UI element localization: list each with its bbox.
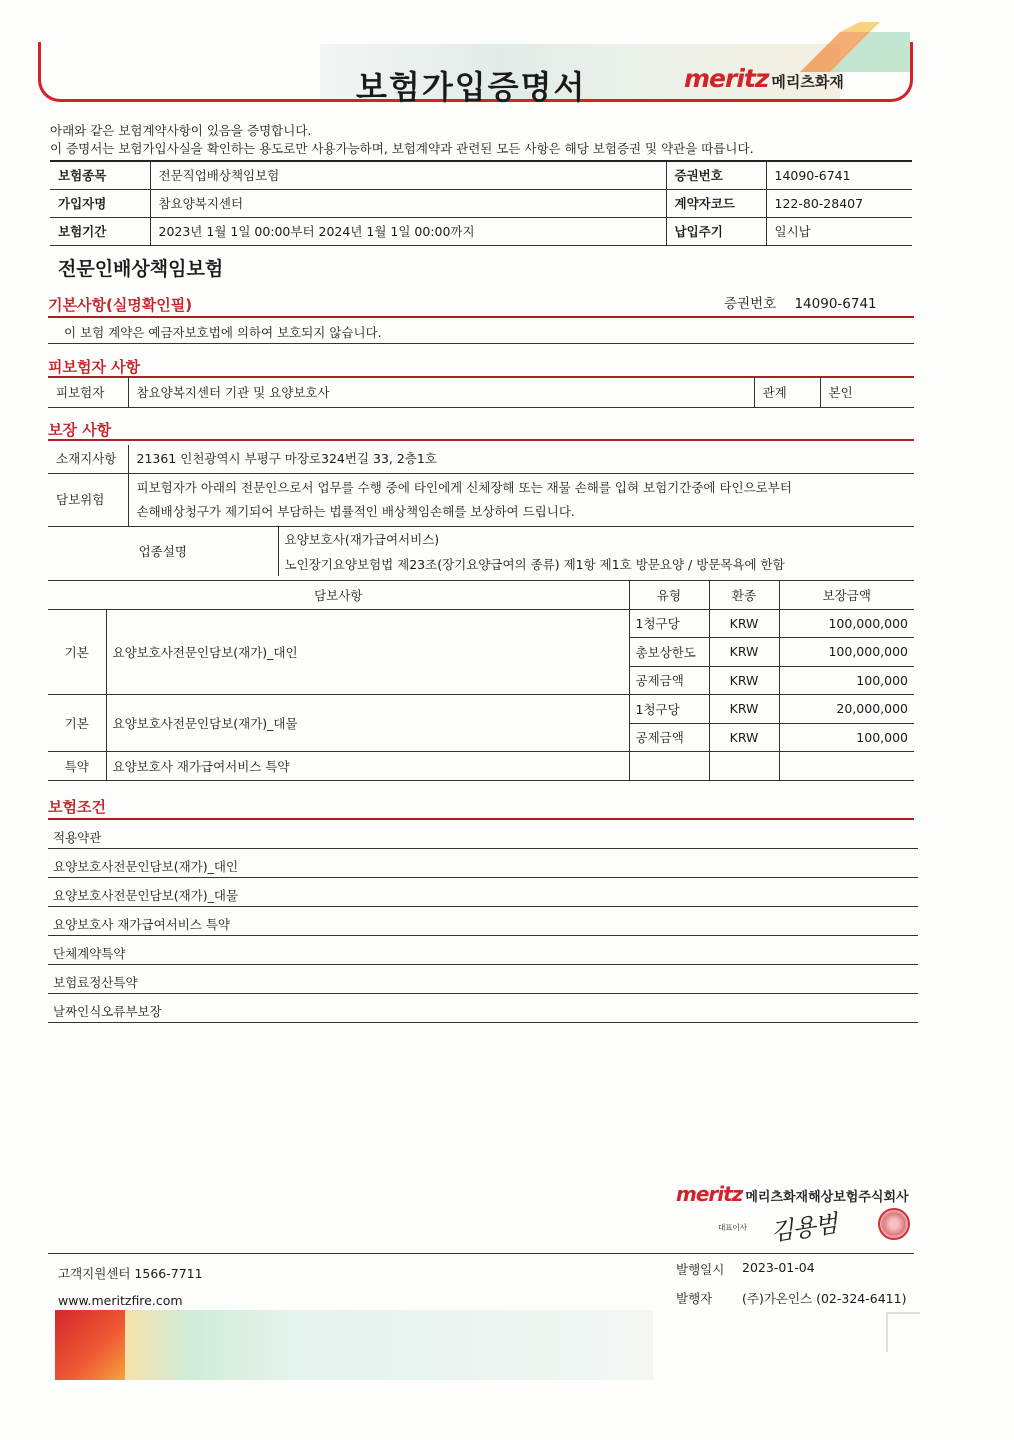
insured-table: [48, 377, 914, 408]
col-header-currency: 환종: [709, 581, 779, 610]
issue-date-value: 2023-01-04: [742, 1260, 815, 1275]
risk-line-2: 손해배상청구가 제기되어 부담하는 법률적인 배상책임손해를 보상하여 드립니다.: [136, 504, 575, 519]
list-item: 날짜인식오류부보장: [48, 994, 918, 1023]
period-label: 보험기간: [50, 217, 150, 245]
row-currency: [709, 752, 779, 781]
policy-no-value: 14090-6741: [766, 161, 912, 189]
row-type: [629, 752, 709, 781]
conditions-list: [48, 820, 918, 1023]
policyholder-label: 가입자명: [50, 189, 150, 217]
location-label: 소재지사항: [48, 445, 128, 474]
conditions-section-title: 보험조건: [48, 798, 106, 816]
relation-label: 관계: [754, 377, 820, 407]
issue-date-label: 발행일시: [676, 1262, 725, 1277]
contractor-code-label: 계약자코드: [666, 189, 766, 217]
risk-description: [128, 474, 914, 527]
list-item: 요양보호사전문인담보(재가)_대물: [48, 878, 918, 907]
ceo-label: 대표이사: [718, 1223, 747, 1232]
document-title: 보험가입증명서: [356, 68, 587, 106]
insured-section-header: [48, 356, 914, 378]
basic-section-title: 기본사항(실명확인필): [48, 296, 193, 314]
basic-policy-no: [724, 292, 877, 312]
relation-value: 본인: [820, 377, 914, 407]
footer-logo-wordmark: meritz: [676, 1182, 743, 1206]
business-description-table: [48, 526, 914, 576]
intro-line-2: 이 증명서는 보험가입사실을 확인하는 용도로만 사용가능하며, 보험계약과 관련된 모든 사항은 해당 보험증권 및 약관을 따릅니다.: [50, 141, 754, 156]
logo-korean-name: 메리츠화재: [771, 73, 844, 91]
intro-line-1: 아래와 같은 보험계약사항이 있음을 증명합니다.: [50, 123, 312, 138]
row-type: 총보상한도: [629, 638, 709, 667]
payment-label: 납입주기: [666, 217, 766, 245]
contractor-code-value: 122-80-28407: [766, 189, 912, 217]
table-row: [48, 609, 914, 638]
group-name: 요양보호사전문인담보(재가)_대물: [106, 695, 629, 752]
coverage-section-header: [48, 419, 914, 441]
table-row: [48, 695, 914, 724]
list-item: 보험료정산특약: [48, 965, 918, 994]
row-currency: KRW: [709, 609, 779, 638]
list-item: 단체계약특약: [48, 936, 918, 965]
col-header-type: 유형: [629, 581, 709, 610]
coverage-table: [48, 445, 914, 527]
policyholder-value: 참요양복지센터: [150, 189, 666, 217]
logo-wordmark: meritz: [684, 64, 769, 93]
conditions-section-header: [48, 796, 914, 820]
basic-policy-no-label: 증권번호: [724, 296, 777, 312]
coverage-details-table: [48, 580, 914, 781]
row-type: 공제금액: [629, 666, 709, 695]
insured-section-title: 피보험자 사항: [48, 358, 141, 376]
list-item: 요양보호사전문인담보(재가)_대인: [48, 849, 918, 878]
group-kind: 특약: [48, 752, 106, 781]
col-header-coverage: 담보사항: [48, 581, 629, 610]
business-line-2: 노인장기요양보험법 제23조(장기요양급여의 종류) 제1항 제1호 방문요양 / 방문목욕에 한함: [284, 556, 785, 572]
location-value: 21361 인천광역시 부평구 마장로324번길 33, 2층1호: [128, 445, 914, 474]
group-kind: 기본: [48, 695, 106, 752]
row-amount: 100,000: [779, 666, 914, 695]
deposit-protection-notice: 이 보험 계약은 예금자보호법에 의하여 보호되지 않습니다.: [48, 318, 914, 344]
row-type: 공제금액: [629, 723, 709, 752]
row-amount: [779, 752, 914, 781]
ceo-signature: 김용범: [768, 1209, 839, 1247]
footer-watermark-band: [55, 1310, 653, 1380]
period-value: 2023년 1월 1일 00:00부터 2024년 1월 1일 00:00까지: [150, 217, 666, 245]
call-center: 고객지원센터 1566-7711: [58, 1266, 203, 1281]
basic-policy-no-value: 14090-6741: [794, 296, 877, 312]
row-currency: KRW: [709, 723, 779, 752]
row-currency: KRW: [709, 695, 779, 724]
footer-company-name: 메리츠화재해상보험주식회사: [745, 1190, 909, 1205]
group-name: 요양보호사전문인담보(재가)_대인: [106, 609, 629, 695]
business-line-1: 요양보호사(재가급여서비스): [284, 531, 440, 547]
footer-company-logo: [676, 1182, 909, 1206]
insured-value: 참요양복지센터 기관 및 요양보호사: [128, 377, 754, 407]
issuer-value: (주)가온인스 (02-324-6411): [742, 1291, 907, 1306]
product-label: 보험종목: [50, 161, 150, 189]
insurance-product-title: 전문인배상책임보험: [58, 258, 224, 280]
company-logo: [684, 64, 844, 93]
policy-no-label: 증권번호: [666, 161, 766, 189]
row-amount: 100,000,000: [779, 609, 914, 638]
table-row: [48, 752, 914, 781]
row-amount: 100,000,000: [779, 638, 914, 667]
footer-divider: [48, 1253, 914, 1254]
list-item: 적용약관: [48, 820, 918, 849]
row-amount: 100,000: [779, 723, 914, 752]
payment-value: 일시납: [766, 217, 912, 245]
group-name: 요양보호사 재가급여서비스 특약: [106, 752, 629, 781]
row-amount: 20,000,000: [779, 695, 914, 724]
row-type: 1청구당: [629, 695, 709, 724]
list-item: 요양보호사 재가급여서비스 특약: [48, 907, 918, 936]
col-header-amount: 보장금액: [779, 581, 914, 610]
row-type: 1청구당: [629, 609, 709, 638]
company-seal: [878, 1208, 910, 1240]
business-label: 업종설명: [48, 526, 278, 576]
insured-label: 피보험자: [48, 377, 128, 407]
risk-line-1: 피보험자가 아래의 전문인으로서 업무를 수행 중에 타인에게 신체장해 또는 재물 손해를 입혀 보험기간중에 타인으로부터: [136, 480, 792, 495]
website-link[interactable]: www.meritzfire.com: [58, 1293, 183, 1308]
footer-brand-block: [55, 1310, 125, 1380]
row-currency: KRW: [709, 638, 779, 667]
summary-table: [50, 160, 912, 246]
risk-label: 담보위험: [48, 474, 128, 527]
issuer-label: 발행자: [676, 1291, 713, 1306]
row-currency: KRW: [709, 666, 779, 695]
coverage-section-title: 보장 사항: [48, 421, 112, 439]
corner-watermark: [886, 1312, 920, 1352]
group-kind: 기본: [48, 609, 106, 695]
product-value: 전문직업배상책임보험: [150, 161, 666, 189]
